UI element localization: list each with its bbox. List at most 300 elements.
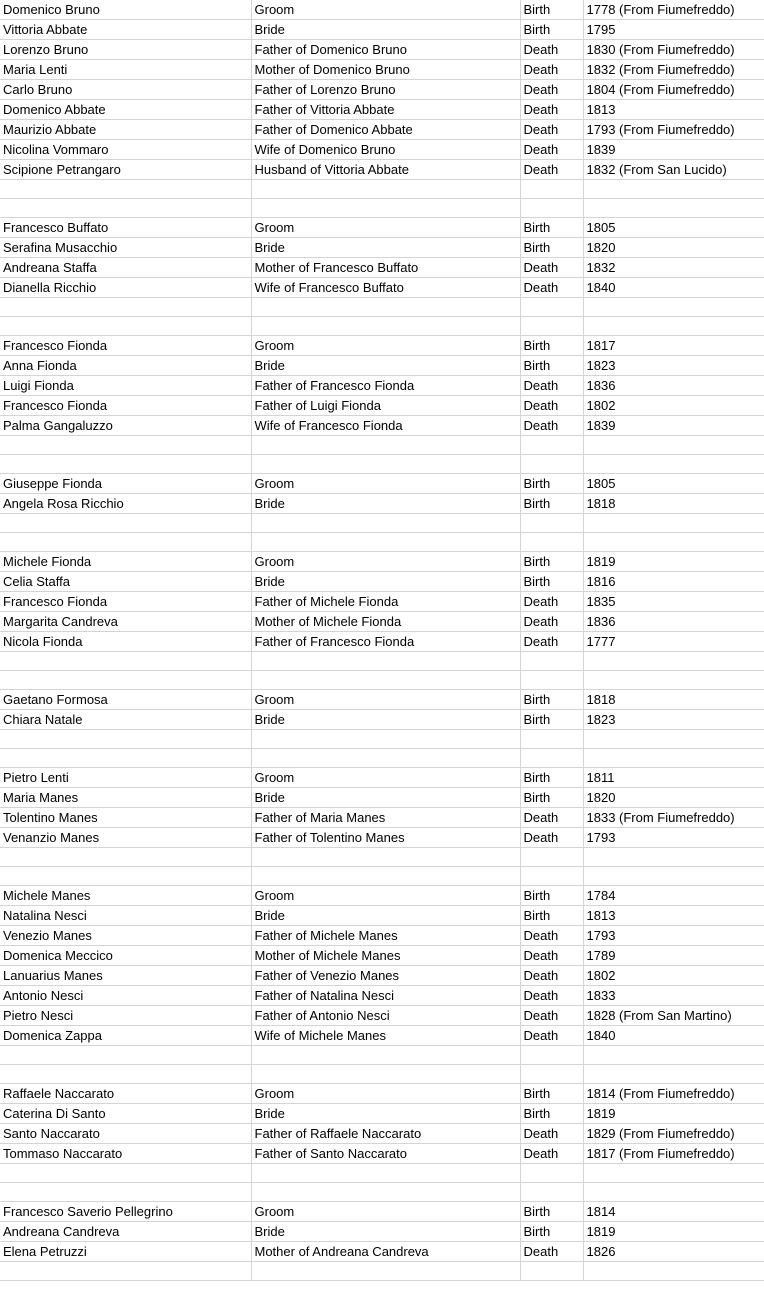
name-cell[interactable]: [0, 180, 251, 199]
table-row: [0, 1222, 764, 1242]
event-cell[interactable]: Death: [520, 120, 583, 140]
table-row: [0, 278, 764, 298]
name-cell[interactable]: [0, 848, 251, 867]
table-row: [0, 533, 764, 552]
name-cell[interactable]: Celia Staffa: [0, 572, 251, 592]
name-cell[interactable]: [0, 867, 251, 886]
name-cell[interactable]: Antonio Nesci: [0, 986, 251, 1006]
event-cell[interactable]: [520, 514, 583, 533]
name-cell[interactable]: Scipione Petrangaro: [0, 160, 251, 180]
relation-cell[interactable]: Mother of Andreana Candreva: [251, 1242, 520, 1262]
name-cell[interactable]: Michele Fionda: [0, 552, 251, 572]
event-cell[interactable]: Death: [520, 1124, 583, 1144]
relation-cell[interactable]: [251, 730, 520, 749]
relation-cell[interactable]: Bride: [251, 20, 520, 40]
year-cell[interactable]: [583, 1262, 764, 1281]
event-cell[interactable]: Birth: [520, 494, 583, 514]
name-cell[interactable]: Caterina Di Santo: [0, 1104, 251, 1124]
name-cell[interactable]: Raffaele Naccarato: [0, 1084, 251, 1104]
relation-cell[interactable]: Bride: [251, 494, 520, 514]
relation-cell[interactable]: Groom: [251, 768, 520, 788]
name-cell[interactable]: Nicola Fionda: [0, 632, 251, 652]
year-cell[interactable]: [583, 652, 764, 671]
event-cell[interactable]: Death: [520, 60, 583, 80]
event-cell[interactable]: Birth: [520, 906, 583, 926]
event-cell[interactable]: Death: [520, 140, 583, 160]
name-cell[interactable]: Pietro Lenti: [0, 768, 251, 788]
name-cell[interactable]: Palma Gangaluzzo: [0, 416, 251, 436]
name-cell[interactable]: Anna Fionda: [0, 356, 251, 376]
table-row: [0, 120, 764, 140]
year-cell[interactable]: [583, 180, 764, 199]
name-cell[interactable]: Maurizio Abbate: [0, 120, 251, 140]
year-cell[interactable]: [583, 298, 764, 317]
relation-cell[interactable]: [251, 1046, 520, 1065]
name-cell[interactable]: Santo Naccarato: [0, 1124, 251, 1144]
relation-cell[interactable]: Bride: [251, 906, 520, 926]
table-row: [0, 258, 764, 278]
name-cell[interactable]: Andreana Candreva: [0, 1222, 251, 1242]
name-cell[interactable]: Giuseppe Fionda: [0, 474, 251, 494]
table-row: [0, 455, 764, 474]
table-row: [0, 946, 764, 966]
event-cell[interactable]: Death: [520, 808, 583, 828]
relation-cell[interactable]: Groom: [251, 218, 520, 238]
name-cell[interactable]: Domenico Bruno: [0, 0, 251, 20]
event-cell[interactable]: [520, 1262, 583, 1281]
table-row: [0, 768, 764, 788]
event-cell[interactable]: Birth: [520, 768, 583, 788]
event-cell[interactable]: [520, 1046, 583, 1065]
name-cell[interactable]: Tommaso Naccarato: [0, 1144, 251, 1164]
table-row: [0, 671, 764, 690]
name-cell[interactable]: Carlo Bruno: [0, 80, 251, 100]
table-row: [0, 652, 764, 671]
name-cell[interactable]: Dianella Ricchio: [0, 278, 251, 298]
name-cell[interactable]: Pietro Nesci: [0, 1006, 251, 1026]
table-row: [0, 690, 764, 710]
event-cell[interactable]: [520, 1065, 583, 1084]
table-row: [0, 80, 764, 100]
name-cell[interactable]: [0, 1183, 251, 1202]
name-cell[interactable]: [0, 1065, 251, 1084]
event-cell[interactable]: Death: [520, 376, 583, 396]
year-cell[interactable]: 1802: [583, 396, 764, 416]
event-cell[interactable]: Death: [520, 612, 583, 632]
year-cell[interactable]: [583, 1046, 764, 1065]
table-row: [0, 1046, 764, 1065]
table-row: [0, 140, 764, 160]
year-cell[interactable]: [583, 514, 764, 533]
relation-cell[interactable]: [251, 652, 520, 671]
relation-cell[interactable]: [251, 848, 520, 867]
event-cell[interactable]: Birth: [520, 474, 583, 494]
name-cell[interactable]: Margarita Candreva: [0, 612, 251, 632]
name-cell[interactable]: [0, 749, 251, 768]
event-cell[interactable]: Death: [520, 1026, 583, 1046]
relation-cell[interactable]: Bride: [251, 788, 520, 808]
year-cell[interactable]: 1813: [583, 100, 764, 120]
event-cell[interactable]: Birth: [520, 218, 583, 238]
year-cell[interactable]: 1793: [583, 828, 764, 848]
year-cell[interactable]: 1802: [583, 966, 764, 986]
table-row: [0, 218, 764, 238]
name-cell[interactable]: [0, 730, 251, 749]
event-cell[interactable]: Death: [520, 1242, 583, 1262]
event-cell[interactable]: Birth: [520, 886, 583, 906]
relation-cell[interactable]: Father of Raffaele Naccarato: [251, 1124, 520, 1144]
relation-cell[interactable]: Groom: [251, 1202, 520, 1222]
event-cell[interactable]: Birth: [520, 552, 583, 572]
year-cell[interactable]: 1793: [583, 926, 764, 946]
year-cell[interactable]: 1835: [583, 592, 764, 612]
year-cell[interactable]: [583, 848, 764, 867]
event-cell[interactable]: Birth: [520, 356, 583, 376]
year-cell[interactable]: 1820: [583, 238, 764, 258]
relation-cell[interactable]: Bride: [251, 572, 520, 592]
table-row: [0, 1242, 764, 1262]
year-cell[interactable]: 1819: [583, 552, 764, 572]
event-cell[interactable]: [520, 867, 583, 886]
event-cell[interactable]: Birth: [520, 238, 583, 258]
year-cell[interactable]: 1832 (From Fiumefreddo): [583, 60, 764, 80]
relation-cell[interactable]: Bride: [251, 710, 520, 730]
table-row: [0, 1065, 764, 1084]
year-cell[interactable]: 1811: [583, 768, 764, 788]
name-cell[interactable]: Francesco Fionda: [0, 592, 251, 612]
name-cell[interactable]: Luigi Fionda: [0, 376, 251, 396]
year-cell[interactable]: 1789: [583, 946, 764, 966]
name-cell[interactable]: [0, 652, 251, 671]
event-cell[interactable]: Birth: [520, 710, 583, 730]
event-cell[interactable]: Death: [520, 828, 583, 848]
name-cell[interactable]: Elena Petruzzi: [0, 1242, 251, 1262]
name-cell[interactable]: Francesco Fionda: [0, 396, 251, 416]
event-cell[interactable]: Death: [520, 592, 583, 612]
relation-cell[interactable]: Mother of Michele Manes: [251, 946, 520, 966]
year-cell[interactable]: 1829 (From Fiumefreddo): [583, 1124, 764, 1144]
relation-cell[interactable]: Wife of Michele Manes: [251, 1026, 520, 1046]
relation-cell[interactable]: [251, 514, 520, 533]
relation-cell[interactable]: Father of Domenico Bruno: [251, 40, 520, 60]
relation-cell[interactable]: [251, 749, 520, 768]
event-cell[interactable]: Birth: [520, 788, 583, 808]
name-cell[interactable]: Nicolina Vommaro: [0, 140, 251, 160]
relation-cell[interactable]: Groom: [251, 552, 520, 572]
year-cell[interactable]: [583, 671, 764, 690]
event-cell[interactable]: [520, 730, 583, 749]
relation-cell[interactable]: Wife of Domenico Bruno: [251, 140, 520, 160]
event-cell[interactable]: Death: [520, 966, 583, 986]
relation-cell[interactable]: Father of Francesco Fionda: [251, 376, 520, 396]
table-row: [0, 749, 764, 768]
relation-cell[interactable]: Father of Maria Manes: [251, 808, 520, 828]
relation-cell[interactable]: Husband of Vittoria Abbate: [251, 160, 520, 180]
table-row: [0, 632, 764, 652]
name-cell[interactable]: Lorenzo Bruno: [0, 40, 251, 60]
year-cell[interactable]: 1805: [583, 474, 764, 494]
event-cell[interactable]: Death: [520, 946, 583, 966]
relation-cell[interactable]: Mother of Domenico Bruno: [251, 60, 520, 80]
relation-cell[interactable]: [251, 1183, 520, 1202]
event-cell[interactable]: [520, 1164, 583, 1183]
name-cell[interactable]: Maria Manes: [0, 788, 251, 808]
table-row: [0, 966, 764, 986]
year-cell[interactable]: [583, 1164, 764, 1183]
relation-cell[interactable]: Father of Luigi Fionda: [251, 396, 520, 416]
year-cell[interactable]: 1828 (From San Martino): [583, 1006, 764, 1026]
event-cell[interactable]: Death: [520, 416, 583, 436]
relation-cell[interactable]: Father of Michele Fionda: [251, 592, 520, 612]
relation-cell[interactable]: [251, 199, 520, 218]
year-cell[interactable]: [583, 730, 764, 749]
table-row: [0, 848, 764, 867]
relation-cell[interactable]: Wife of Francesco Fionda: [251, 416, 520, 436]
event-cell[interactable]: Death: [520, 80, 583, 100]
year-cell[interactable]: [583, 199, 764, 218]
name-cell[interactable]: [0, 199, 251, 218]
relation-cell[interactable]: [251, 455, 520, 474]
table-row: [0, 1084, 764, 1104]
year-cell[interactable]: 1805: [583, 218, 764, 238]
table-row: [0, 572, 764, 592]
name-cell[interactable]: Francesco Buffato: [0, 218, 251, 238]
year-cell[interactable]: 1832 (From San Lucido): [583, 160, 764, 180]
name-cell[interactable]: [0, 514, 251, 533]
year-cell[interactable]: 1778 (From Fiumefreddo): [583, 0, 764, 20]
name-cell[interactable]: Gaetano Formosa: [0, 690, 251, 710]
year-cell[interactable]: 1814: [583, 1202, 764, 1222]
name-cell[interactable]: [0, 455, 251, 474]
year-cell[interactable]: 1832: [583, 258, 764, 278]
year-cell[interactable]: 1784: [583, 886, 764, 906]
relation-cell[interactable]: [251, 436, 520, 455]
table-row: [0, 436, 764, 455]
relation-cell[interactable]: Father of Natalina Nesci: [251, 986, 520, 1006]
event-cell[interactable]: Birth: [520, 572, 583, 592]
year-cell[interactable]: 1804 (From Fiumefreddo): [583, 80, 764, 100]
relation-cell[interactable]: Father of Vittoria Abbate: [251, 100, 520, 120]
name-cell[interactable]: Maria Lenti: [0, 60, 251, 80]
year-cell[interactable]: 1833 (From Fiumefreddo): [583, 808, 764, 828]
year-cell[interactable]: 1777: [583, 632, 764, 652]
table-row: [0, 867, 764, 886]
relation-cell[interactable]: Bride: [251, 356, 520, 376]
year-cell[interactable]: 1830 (From Fiumefreddo): [583, 40, 764, 60]
name-cell[interactable]: [0, 671, 251, 690]
event-cell[interactable]: Death: [520, 986, 583, 1006]
relation-cell[interactable]: Groom: [251, 690, 520, 710]
relation-cell[interactable]: [251, 671, 520, 690]
year-cell[interactable]: [583, 867, 764, 886]
year-cell[interactable]: [583, 455, 764, 474]
event-cell[interactable]: [520, 1183, 583, 1202]
name-cell[interactable]: [0, 298, 251, 317]
name-cell[interactable]: [0, 1046, 251, 1065]
name-cell[interactable]: Domenica Zappa: [0, 1026, 251, 1046]
year-cell[interactable]: 1840: [583, 278, 764, 298]
name-cell[interactable]: [0, 317, 251, 336]
relation-cell[interactable]: [251, 180, 520, 199]
relation-cell[interactable]: Wife of Francesco Buffato: [251, 278, 520, 298]
table-row: [0, 808, 764, 828]
event-cell[interactable]: Death: [520, 926, 583, 946]
table-row: [0, 552, 764, 572]
relation-cell[interactable]: Groom: [251, 474, 520, 494]
event-cell[interactable]: [520, 317, 583, 336]
name-cell[interactable]: Angela Rosa Ricchio: [0, 494, 251, 514]
name-cell[interactable]: [0, 533, 251, 552]
relation-cell[interactable]: [251, 533, 520, 552]
year-cell[interactable]: 1819: [583, 1104, 764, 1124]
event-cell[interactable]: [520, 436, 583, 455]
year-cell[interactable]: 1793 (From Fiumefreddo): [583, 120, 764, 140]
relation-cell[interactable]: Mother of Francesco Buffato: [251, 258, 520, 278]
event-cell[interactable]: Birth: [520, 20, 583, 40]
name-cell[interactable]: Chiara Natale: [0, 710, 251, 730]
year-cell[interactable]: 1839: [583, 140, 764, 160]
relation-cell[interactable]: Mother of Michele Fionda: [251, 612, 520, 632]
name-cell[interactable]: Vittoria Abbate: [0, 20, 251, 40]
event-cell[interactable]: [520, 455, 583, 474]
name-cell[interactable]: Natalina Nesci: [0, 906, 251, 926]
year-cell[interactable]: [583, 749, 764, 768]
year-cell[interactable]: 1836: [583, 376, 764, 396]
relation-cell[interactable]: [251, 1262, 520, 1281]
table-row: [0, 886, 764, 906]
name-cell[interactable]: Michele Manes: [0, 886, 251, 906]
relation-cell[interactable]: Father of Michele Manes: [251, 926, 520, 946]
event-cell[interactable]: Death: [520, 278, 583, 298]
relation-cell[interactable]: [251, 317, 520, 336]
year-cell[interactable]: 1833: [583, 986, 764, 1006]
year-cell[interactable]: [583, 436, 764, 455]
table-row: [0, 0, 764, 20]
table-row: [0, 514, 764, 533]
name-cell[interactable]: [0, 436, 251, 455]
year-cell[interactable]: 1819: [583, 1222, 764, 1242]
event-cell[interactable]: [520, 533, 583, 552]
relation-cell[interactable]: Groom: [251, 886, 520, 906]
relation-cell[interactable]: Groom: [251, 0, 520, 20]
relation-cell[interactable]: Groom: [251, 336, 520, 356]
year-cell[interactable]: 1817 (From Fiumefreddo): [583, 1144, 764, 1164]
relation-cell[interactable]: Father of Francesco Fionda: [251, 632, 520, 652]
event-cell[interactable]: Death: [520, 160, 583, 180]
name-cell[interactable]: Francesco Saverio Pellegrino: [0, 1202, 251, 1222]
event-cell[interactable]: [520, 652, 583, 671]
relation-cell[interactable]: Bride: [251, 1222, 520, 1242]
relation-cell[interactable]: [251, 298, 520, 317]
year-cell[interactable]: 1814 (From Fiumefreddo): [583, 1084, 764, 1104]
event-cell[interactable]: [520, 749, 583, 768]
relation-cell[interactable]: Father of Lorenzo Bruno: [251, 80, 520, 100]
name-cell[interactable]: Serafina Musacchio: [0, 238, 251, 258]
name-cell[interactable]: Andreana Staffa: [0, 258, 251, 278]
year-cell[interactable]: 1817: [583, 336, 764, 356]
name-cell[interactable]: Tolentino Manes: [0, 808, 251, 828]
event-cell[interactable]: [520, 848, 583, 867]
relation-cell[interactable]: Bride: [251, 1104, 520, 1124]
event-cell[interactable]: Death: [520, 396, 583, 416]
table-row: [0, 710, 764, 730]
year-cell[interactable]: 1826: [583, 1242, 764, 1262]
relation-cell[interactable]: Father of Santo Naccarato: [251, 1144, 520, 1164]
name-cell[interactable]: [0, 1262, 251, 1281]
year-cell[interactable]: 1840: [583, 1026, 764, 1046]
year-cell[interactable]: [583, 317, 764, 336]
relation-cell[interactable]: Father of Domenico Abbate: [251, 120, 520, 140]
relation-cell[interactable]: [251, 867, 520, 886]
event-cell[interactable]: [520, 199, 583, 218]
relation-cell[interactable]: Groom: [251, 1084, 520, 1104]
event-cell[interactable]: [520, 180, 583, 199]
year-cell[interactable]: 1820: [583, 788, 764, 808]
event-cell[interactable]: Death: [520, 1006, 583, 1026]
year-cell[interactable]: 1839: [583, 416, 764, 436]
table-row: [0, 612, 764, 632]
name-cell[interactable]: Domenica Meccico: [0, 946, 251, 966]
year-cell[interactable]: 1816: [583, 572, 764, 592]
year-cell[interactable]: 1813: [583, 906, 764, 926]
table-row: [0, 160, 764, 180]
name-cell[interactable]: Lanuarius Manes: [0, 966, 251, 986]
event-cell[interactable]: Birth: [520, 690, 583, 710]
name-cell[interactable]: Venezio Manes: [0, 926, 251, 946]
year-cell[interactable]: [583, 1065, 764, 1084]
relation-cell[interactable]: Bride: [251, 238, 520, 258]
event-cell[interactable]: Death: [520, 40, 583, 60]
table-row: [0, 906, 764, 926]
relation-cell[interactable]: Father of Tolentino Manes: [251, 828, 520, 848]
event-cell[interactable]: [520, 298, 583, 317]
year-cell[interactable]: 1823: [583, 356, 764, 376]
event-cell[interactable]: Birth: [520, 1104, 583, 1124]
table-row: [0, 1164, 764, 1183]
name-cell[interactable]: Domenico Abbate: [0, 100, 251, 120]
table-row: [0, 317, 764, 336]
event-cell[interactable]: Birth: [520, 1084, 583, 1104]
table-row: [0, 356, 764, 376]
event-cell[interactable]: Birth: [520, 0, 583, 20]
year-cell[interactable]: 1823: [583, 710, 764, 730]
event-cell[interactable]: Birth: [520, 336, 583, 356]
event-cell[interactable]: Death: [520, 100, 583, 120]
name-cell[interactable]: Francesco Fionda: [0, 336, 251, 356]
relation-cell[interactable]: [251, 1164, 520, 1183]
event-cell[interactable]: Birth: [520, 1222, 583, 1242]
year-cell[interactable]: 1818: [583, 690, 764, 710]
event-cell[interactable]: Birth: [520, 1202, 583, 1222]
table-row: [0, 336, 764, 356]
table-row: [0, 926, 764, 946]
table-row: [0, 416, 764, 436]
year-cell[interactable]: 1818: [583, 494, 764, 514]
relation-cell[interactable]: Father of Antonio Nesci: [251, 1006, 520, 1026]
event-cell[interactable]: Death: [520, 1144, 583, 1164]
event-cell[interactable]: Death: [520, 632, 583, 652]
year-cell[interactable]: 1836: [583, 612, 764, 632]
name-cell[interactable]: Venanzio Manes: [0, 828, 251, 848]
year-cell[interactable]: [583, 1183, 764, 1202]
year-cell[interactable]: 1795: [583, 20, 764, 40]
event-cell[interactable]: [520, 671, 583, 690]
relation-cell[interactable]: [251, 1065, 520, 1084]
name-cell[interactable]: [0, 1164, 251, 1183]
relation-cell[interactable]: Father of Venezio Manes: [251, 966, 520, 986]
year-cell[interactable]: [583, 533, 764, 552]
event-cell[interactable]: Death: [520, 258, 583, 278]
